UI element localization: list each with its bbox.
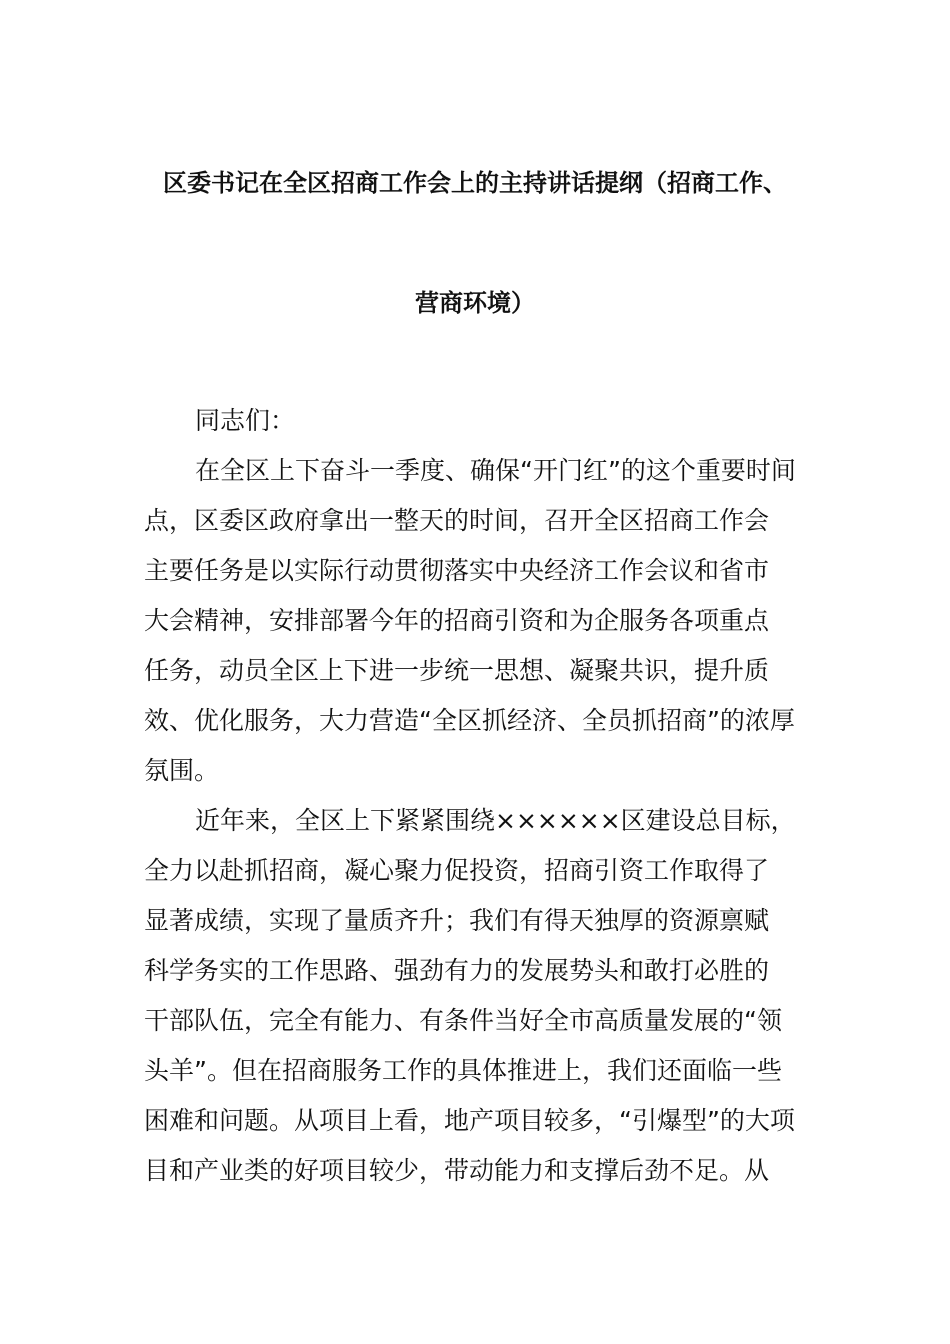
paragraph2-line-5: 干部队伍，完全有能力、有条件当好全市高质量发展的“领 (144, 1006, 782, 1035)
paragraph2-line-6: 头羊”。但在招商服务工作的具体推进上，我们还面临一些 (144, 1056, 782, 1085)
paragraph1-line-1: 在全区上下奋斗一季度、确保“开门红”的这个重要时间 (195, 456, 796, 485)
document-title-line-2: 营商环境） (415, 289, 535, 317)
paragraph2-line-3: 显著成绩，实现了量质齐升；我们有得天独厚的资源禀赋 (144, 906, 770, 935)
paragraph2-line-4: 科学务实的工作思路、强劲有力的发展势头和敢打必胜的 (144, 956, 770, 985)
salutation: 同志们： (195, 406, 296, 435)
paragraph2-line-1: 近年来，全区上下紧紧围绕××××××区建设总目标， (195, 806, 796, 835)
paragraph2-line-2: 全力以赴抓招商，凝心聚力促投资，招商引资工作取得了 (144, 856, 770, 885)
paragraph1-line-2: 点，区委区政府拿出一整天的时间，召开全区招商工作会 (144, 506, 770, 535)
paragraph1-line-7: 氛围。 (144, 756, 220, 785)
document-title-line-1: 区委书记在全区招商工作会上的主持讲话提纲（招商工作、 (163, 169, 787, 197)
paragraph2-line-8: 目和产业类的好项目较少，带动能力和支撑后劲不足。从 (144, 1156, 770, 1185)
paragraph1-line-3: 主要任务是以实际行动贯彻落实中央经济工作会议和省市 (144, 556, 770, 585)
paragraph1-line-5: 任务，动员全区上下进一步统一思想、凝聚共识，提升质 (144, 656, 770, 685)
paragraph1-line-6: 效、优化服务，大力营造“全区抓经济、全员抓招商”的浓厚 (144, 706, 795, 735)
paragraph2-line-7: 困难和问题。从项目上看，地产项目较多，“引爆型”的大项 (144, 1106, 795, 1135)
paragraph1-line-4: 大会精神，安排部署今年的招商引资和为企服务各项重点 (144, 606, 770, 635)
